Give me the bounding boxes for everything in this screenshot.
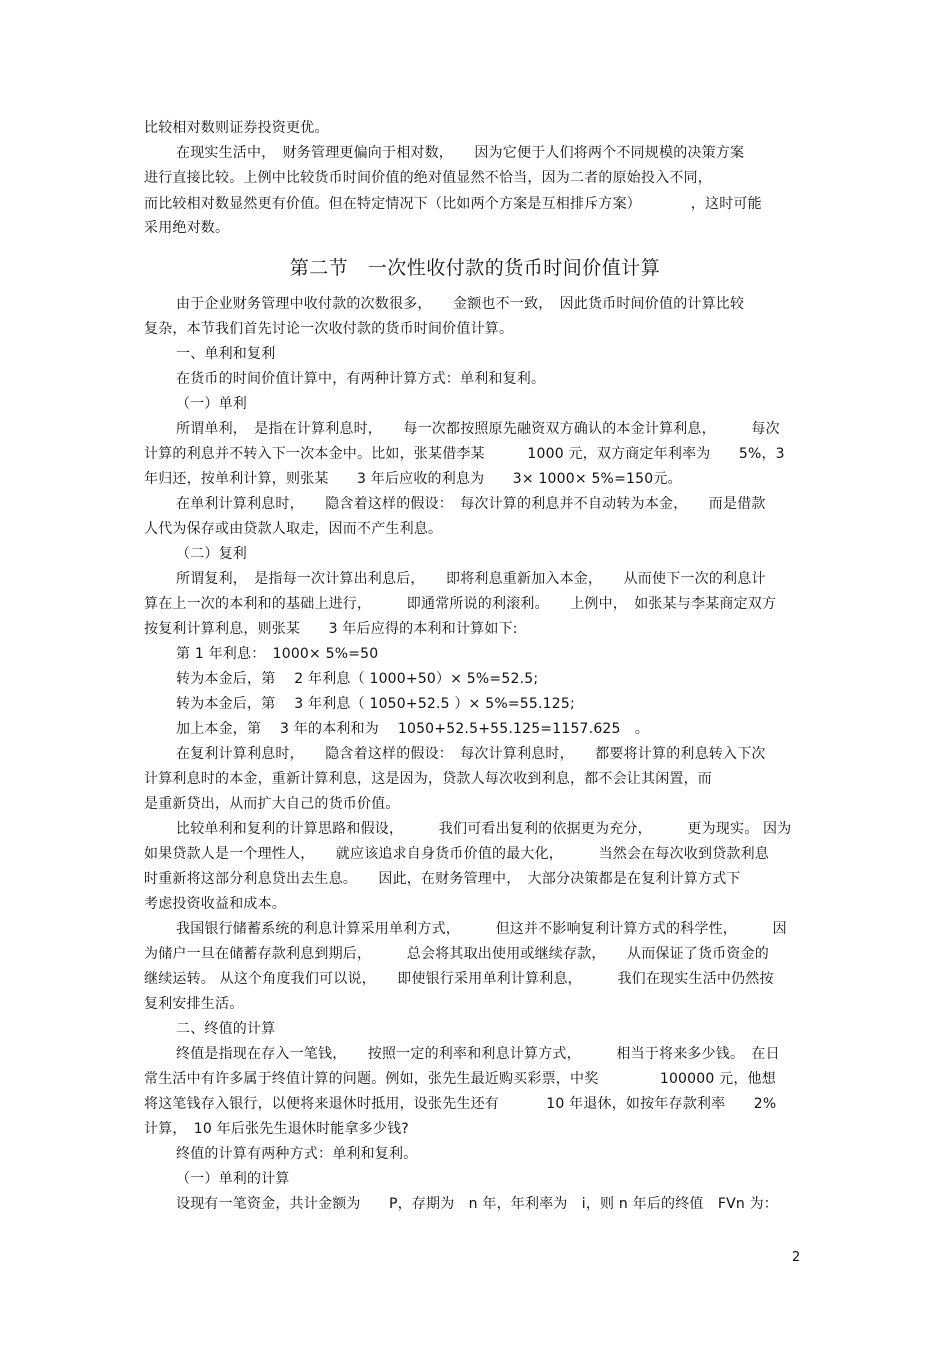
text-line-28: 如果贷款人是一个理性人， 就应该追求自身货币价值的最大化， 当然会在每次收到贷款利息 xyxy=(144,846,769,862)
text-line-2: 在现实生活中， 财务管理更偏向于相对数， 因为它便于人们将两个不同规模的决策方案 xyxy=(176,145,745,161)
text-line-34: 复利安排生活。 xyxy=(144,996,244,1012)
text-line-27: 比较单利和复利的计算思路和假设， 我们可看出复利的依据更为充分， 更为现实。 因为 xyxy=(176,821,792,837)
text-line-19: 按复利计算利息，则张某 3 年后应得的本利和计算如下: xyxy=(144,621,518,637)
subheading-compound-interest: （二）复利 xyxy=(176,546,247,562)
text-line-39: 计算， 10 年后张先生退休时能拿多少钱? xyxy=(144,1121,409,1137)
text-line-4: 而比较相对数显然更有价值。但在特定情况下（比如两个方案是互相排斥方案） ，这时可能 xyxy=(144,196,762,212)
text-line-32: 为储户一旦在储蓄存款利息到期后， 总会将其取出使用或继续存款， 从而保证了货币资金的 xyxy=(144,946,769,962)
text-line-38: 将这笔钱存入银行，以便将来退休时抵用，设张先生还有 10 年退休，如按年存款利率 2% xyxy=(144,1096,777,1112)
text-line-42: 设现有一笔资金，共计金额为 P，存期为 n 年，年利率为 i，则 n 年后的终值 FVn 为： xyxy=(176,1196,778,1212)
text-line-9: 在货币的时间价值计算中，有两种计算方式：单利和复利。 xyxy=(176,371,546,387)
text-line-15: 人代为保存或由贷款人取走，因而不产生利息。 xyxy=(144,521,443,537)
text-line-11: 所谓单利， 是指在计算利息时， 每一次都按照原先融资双方确认的本金计算利息， 每次 xyxy=(176,421,780,437)
text-line-31: 我国银行储蓄系统的利息计算采用单利方式， 但这并不影响复利计算方式的科学性， 因 xyxy=(176,921,787,937)
text-line-13: 年归还，按单利计算，则张某 3 年后应收的利息为 3× 1000× 5%=150元。 xyxy=(144,471,682,487)
text-line-7: 复杂，本节我们首先讨论一次收付款的货币时间价值计算。 xyxy=(144,321,514,337)
page-number: 2 xyxy=(792,1250,801,1265)
calc-line-year2: 转为本金后，第 2 年利息（ 1000+50）× 5%=52.5; xyxy=(176,671,539,687)
text-line-24: 在复利计算利息时， 隐含着这样的假设： 每次计算利息时， 都要将计算的利息转入下次 xyxy=(176,746,766,762)
subheading-simple-interest: （一）单利 xyxy=(176,396,247,412)
text-line-12: 计算的利息并不转入下一次本金中。比如，张某借李某 1000 元，双方商定年利率为 5%，3 xyxy=(144,446,785,462)
section-title: 第二节 一次性收付款的货币时间价值计算 xyxy=(289,257,661,279)
text-line-6: 由于企业财务管理中收付款的次数很多， 金额也不一致， 因此货币时间价值的计算比较 xyxy=(176,296,745,312)
text-line-14: 在单利计算利息时， 隐含着这样的假设： 每次计算的利息并不自动转为本金， 而是借款 xyxy=(176,496,766,512)
calc-line-total: 加上本金，第 3 年的本利和为 1050+52.5+55.125=1157.625 。 xyxy=(176,721,650,737)
text-line-29: 时重新将这部分利息贷出去生息。 因此，在财务管理中， 大部分决策都是在复利计算方式下 xyxy=(144,871,741,887)
subheading-simple-calc: （一）单利的计算 xyxy=(176,1171,290,1187)
text-line-30: 考虑投资收益和成本。 xyxy=(144,896,286,912)
text-line-1: 比较相对数则证券投资更优。 xyxy=(144,120,329,136)
text-line-5: 采用绝对数。 xyxy=(144,220,230,236)
text-line-25: 计算利息时的本金，重新计算利息，这是因为，贷款人每次收到利息，都不会让其闲置，而 xyxy=(144,771,712,787)
calc-line-year3: 转为本金后，第 3 年利息（ 1050+52.5 ）× 5%=55.125; xyxy=(176,696,575,712)
calc-line-year1: 第 1 年利息： 1000× 5%=50 xyxy=(176,646,379,662)
text-line-3: 进行直接比较。上例中比较货币时间价值的绝对值显然不恰当，因为二者的原始投入不同， xyxy=(144,170,712,186)
text-line-36: 终值是指现在存入一笔钱， 按照一定的利率和利息计算方式， 相当于将来多少钱。 在日 xyxy=(176,1046,780,1062)
text-line-37: 常生活中有许多属于终值计算的问题。例如，张先生最近购买彩票，中奖 100000 元，他想 xyxy=(144,1071,776,1087)
text-line-40: 终值的计算有两种方式：单利和复利。 xyxy=(176,1146,418,1162)
text-line-18: 算在上一次的本利和的基础上进行， 即通常所说的利滚利。 上例中， 如张某与李某商定双方 xyxy=(144,596,777,612)
heading-future-value: 二、终值的计算 xyxy=(176,1021,276,1037)
text-line-33: 继续运转。 从这个角度我们可以说， 即使银行采用单利计算利息， 我们在现实生活中仍然按 xyxy=(144,971,774,987)
text-line-17: 所谓复利， 是指每一次计算出利息后， 即将利息重新加入本金， 从而使下一次的利息计 xyxy=(176,571,766,587)
heading-simple-compound: 一、单利和复利 xyxy=(176,346,276,362)
text-line-26: 是重新贷出，从而扩大自己的货币价值。 xyxy=(144,796,400,812)
